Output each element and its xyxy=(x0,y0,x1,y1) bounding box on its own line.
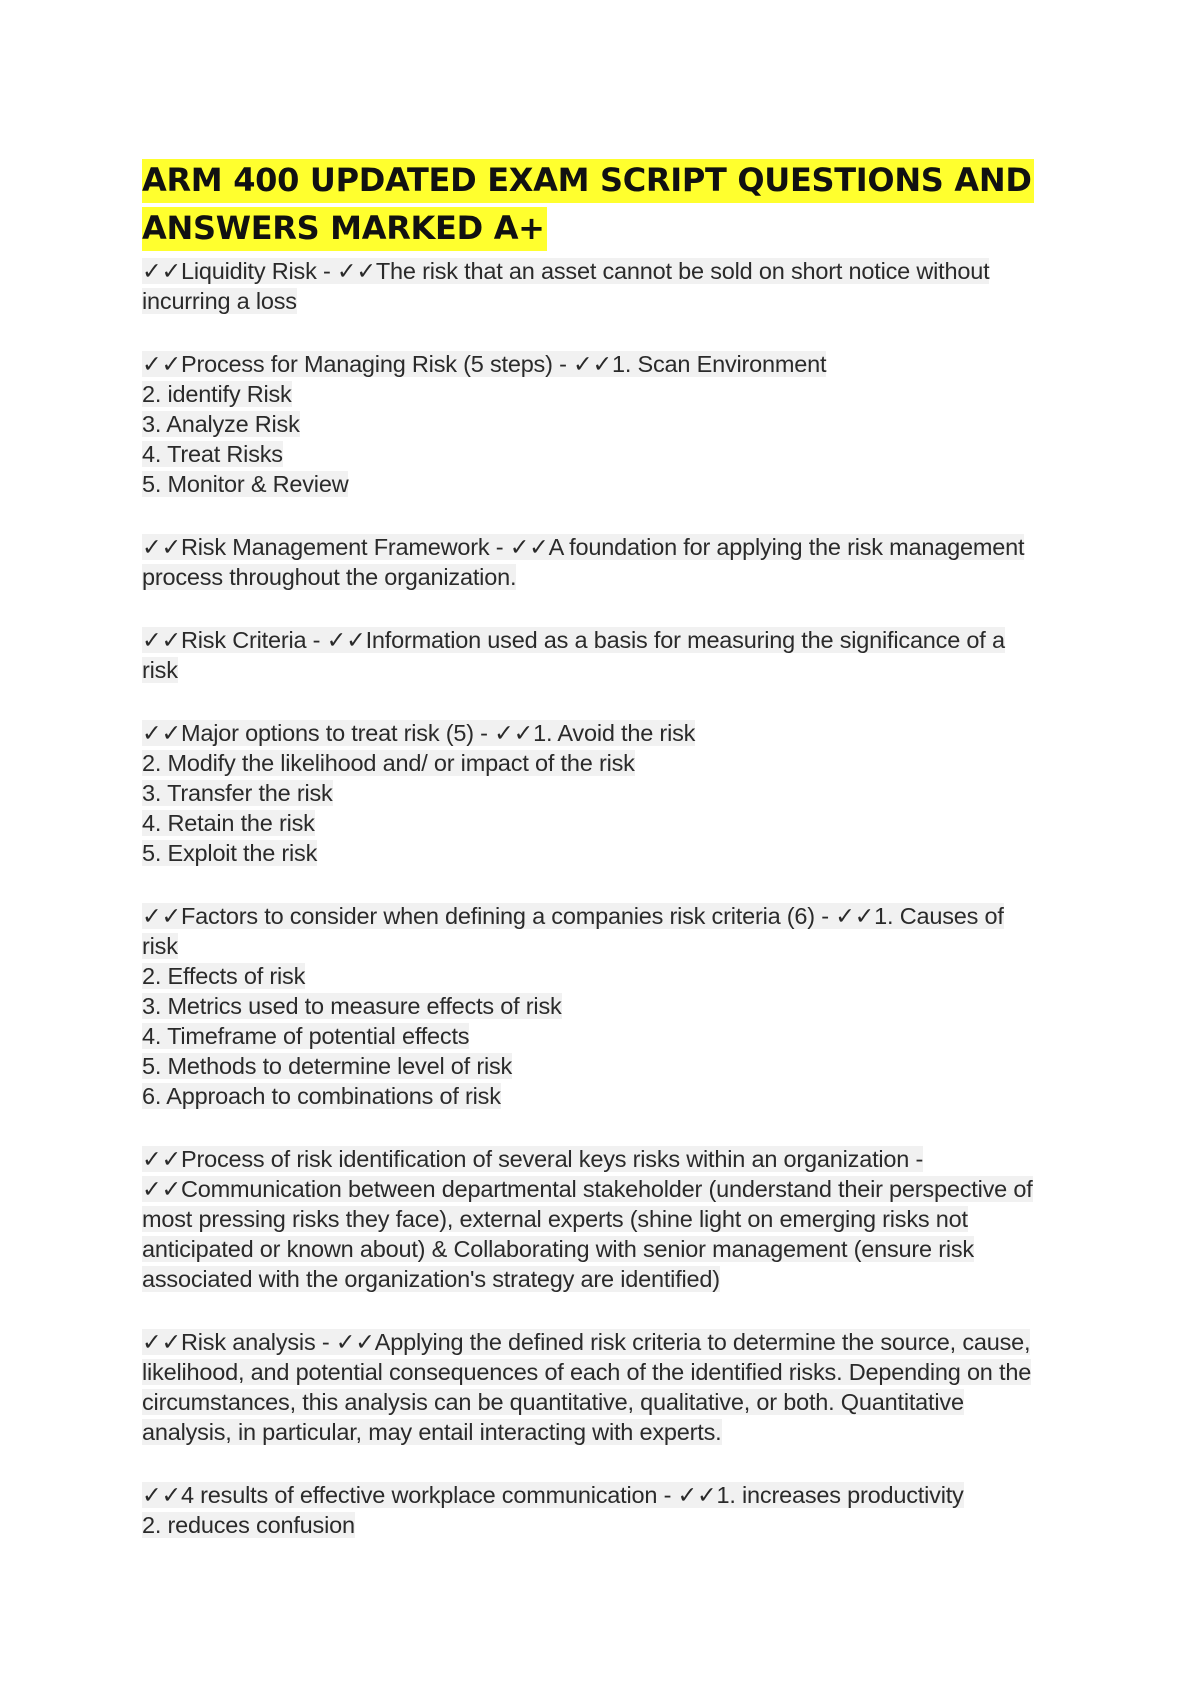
entry-line-text: ✓✓4 results of effective workplace communication - ✓✓1. increases productivity xyxy=(142,1482,964,1508)
entry-line-text: 5. Methods to determine level of risk xyxy=(142,1053,513,1079)
qa-entry xyxy=(142,1327,1062,1447)
entry-line xyxy=(142,1144,1062,1174)
entry-line-text: 2. Modify the likelihood and/ or impact of the risk xyxy=(142,750,635,776)
entry-line xyxy=(142,349,1062,379)
entry-line-text: 3. Analyze Risk xyxy=(142,411,300,437)
entry-line-text: 2. Effects of risk xyxy=(142,963,306,989)
entry-line xyxy=(142,961,1062,991)
entry-line xyxy=(142,1327,1062,1357)
entry-line xyxy=(142,625,1062,655)
entry-line xyxy=(142,1357,1062,1387)
qa-entry xyxy=(142,256,1062,316)
entry-line xyxy=(142,838,1062,868)
entry-line xyxy=(142,409,1062,439)
entry-line-text: ✓✓Process for Managing Risk (5 steps) - ✓✓1. Scan Environment xyxy=(142,351,827,377)
entry-line-text: 4. Retain the risk xyxy=(142,810,315,836)
entry-line-text: ✓✓Major options to treat risk (5) - ✓✓1. Avoid the risk xyxy=(142,720,696,746)
entry-line xyxy=(142,778,1062,808)
qa-entry xyxy=(142,532,1062,592)
entry-line xyxy=(142,1174,1062,1204)
title-line-2: ANSWERS MARKED A+ xyxy=(142,207,547,251)
entry-line-text: ✓✓Risk Management Framework - ✓✓A foundation for applying the risk management xyxy=(142,534,1025,560)
entry-line-text: ✓✓Process of risk identification of several keys risks within an organization - xyxy=(142,1146,924,1172)
document-title xyxy=(142,156,1062,252)
entry-line xyxy=(142,1051,1062,1081)
entry-line-text: 3. Transfer the risk xyxy=(142,780,333,806)
document-page xyxy=(142,156,1062,1573)
entry-line xyxy=(142,1510,1062,1540)
entry-line xyxy=(142,1264,1062,1294)
entry-line xyxy=(142,532,1062,562)
entry-line xyxy=(142,469,1062,499)
qa-entry xyxy=(142,1144,1062,1294)
entry-line-text: 4. Treat Risks xyxy=(142,441,283,467)
entry-line xyxy=(142,1480,1062,1510)
entry-line-text: incurring a loss xyxy=(142,288,297,314)
entry-line-text: 2. identify Risk xyxy=(142,381,292,407)
entry-line xyxy=(142,1234,1062,1264)
entry-line-text: analysis, in particular, may entail interacting with experts. xyxy=(142,1419,722,1445)
entry-line xyxy=(142,655,1062,685)
qa-entry xyxy=(142,718,1062,868)
entry-line xyxy=(142,379,1062,409)
entry-line xyxy=(142,286,1062,316)
entry-line xyxy=(142,931,1062,961)
entry-line xyxy=(142,901,1062,931)
entry-line-text: ✓✓Liquidity Risk - ✓✓The risk that an asset cannot be sold on short notice without xyxy=(142,258,990,284)
entry-line-text: most pressing risks they face), external experts (shine light on emerging risks not xyxy=(142,1206,968,1232)
entry-line xyxy=(142,718,1062,748)
entry-line-text: ✓✓Factors to consider when defining a companies risk criteria (6) - ✓✓1. Causes of xyxy=(142,903,1004,929)
title-line-1: ARM 400 UPDATED EXAM SCRIPT QUESTIONS AND xyxy=(142,159,1034,203)
qa-entry xyxy=(142,1480,1062,1540)
entry-line-text: likelihood, and potential consequences of each of the identified risks. Depending on the xyxy=(142,1359,1032,1385)
entry-line xyxy=(142,1021,1062,1051)
entry-line-text: 5. Exploit the risk xyxy=(142,840,318,866)
entry-line xyxy=(142,1387,1062,1417)
entry-line xyxy=(142,562,1062,592)
entry-line-text: ✓✓Risk analysis - ✓✓Applying the defined risk criteria to determine the source, cause, xyxy=(142,1329,1031,1355)
entry-line-text: 3. Metrics used to measure effects of risk xyxy=(142,993,562,1019)
entry-line xyxy=(142,1417,1062,1447)
entry-line-text: 5. Monitor & Review xyxy=(142,471,349,497)
entry-line-text: process throughout the organization. xyxy=(142,564,517,590)
entry-line-text: 4. Timeframe of potential effects xyxy=(142,1023,470,1049)
entry-line xyxy=(142,256,1062,286)
entry-line xyxy=(142,1081,1062,1111)
qa-entry xyxy=(142,349,1062,499)
entry-line-text: 2. reduces confusion xyxy=(142,1512,355,1538)
qa-entry xyxy=(142,625,1062,685)
entry-line-text: risk xyxy=(142,933,178,959)
entry-line-text: 6. Approach to combinations of risk xyxy=(142,1083,501,1109)
entry-line xyxy=(142,439,1062,469)
entry-line-text: associated with the organization's strategy are identified) xyxy=(142,1266,720,1292)
entry-line xyxy=(142,991,1062,1021)
entry-line-text: ✓✓Communication between departmental stakeholder (understand their perspective of xyxy=(142,1176,1033,1202)
entry-line-text: anticipated or known about) & Collaborating with senior management (ensure risk xyxy=(142,1236,974,1262)
entry-line xyxy=(142,1204,1062,1234)
entry-line-text: risk xyxy=(142,657,178,683)
qa-entries xyxy=(142,256,1062,1540)
entry-line-text: ✓✓Risk Criteria - ✓✓Information used as a basis for measuring the significance of a xyxy=(142,627,1005,653)
entry-line xyxy=(142,808,1062,838)
entry-line-text: circumstances, this analysis can be quantitative, qualitative, or both. Quantitative xyxy=(142,1389,964,1415)
entry-line xyxy=(142,748,1062,778)
qa-entry xyxy=(142,901,1062,1111)
